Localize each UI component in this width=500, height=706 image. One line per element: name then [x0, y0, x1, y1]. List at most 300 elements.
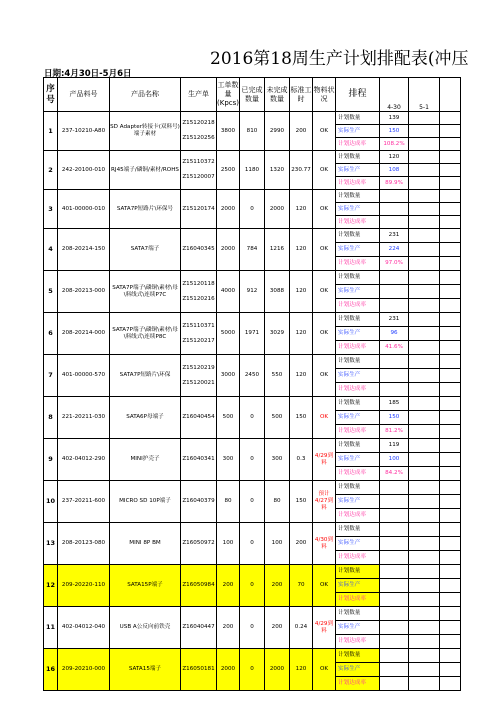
cell-plan-label: 计划数量: [336, 607, 380, 621]
cell-day2: [409, 411, 440, 425]
cell-material: OK: [313, 649, 336, 691]
cell-part-no: 209-20220-110: [58, 565, 110, 607]
date-range: 日期:4月30日-5月6日: [44, 69, 132, 79]
cell-order: [181, 355, 217, 397]
cell-order-qty: 2000: [217, 649, 240, 691]
cell-std-time: 0.24: [290, 607, 313, 649]
cell-plan-value: [380, 355, 409, 369]
header-name: 产品名称: [110, 78, 181, 112]
cell-remain-qty: 200: [265, 607, 290, 649]
table-row: [44, 481, 461, 495]
cell-day2: [409, 112, 440, 125]
cell-day2: [409, 203, 440, 216]
cell-plan-label: 计划数量: [336, 439, 380, 453]
table-row: [44, 190, 461, 203]
cell-name: RJ45端子/磷铜/素材/ROHS: [110, 151, 181, 190]
cell-name: MINI护壳子: [110, 439, 181, 481]
cell-done-qty: 0: [240, 523, 265, 565]
cell-rate-value: 81.2%: [380, 425, 409, 439]
cell-day3: [440, 216, 461, 229]
cell-name: SATA6P母端子: [110, 397, 181, 439]
cell-plan-value: [380, 481, 409, 495]
cell-order-qty: 5000: [217, 313, 240, 355]
cell-actual-value: 100: [380, 453, 409, 467]
cell-rate-label: 计划达成率: [336, 138, 380, 151]
page-title: 2016第18周生产计划排配表(冲压: [210, 49, 469, 69]
cell-day3: [440, 453, 461, 467]
cell-material: 4/29到料: [313, 607, 336, 649]
cell-day2: [409, 551, 440, 565]
cell-day2: [409, 257, 440, 271]
cell-std-time: 200: [290, 112, 313, 151]
cell-material: OK: [313, 397, 336, 439]
cell-part-no: 242-20100-010: [58, 151, 110, 190]
cell-day3: [440, 164, 461, 177]
cell-actual-label: 实际生产: [336, 495, 380, 509]
cell-part-no: 208-20214-000: [58, 313, 110, 355]
cell-day3: [440, 383, 461, 397]
cell-rate-value: [380, 299, 409, 313]
header-remain-qty: 未完成数量: [265, 78, 290, 112]
cell-day2: [409, 495, 440, 509]
cell-day2: [409, 397, 440, 411]
cell-std-time: 150: [290, 397, 313, 439]
cell-std-time: 230.77: [290, 151, 313, 190]
cell-actual-value: 224: [380, 243, 409, 257]
cell-day2: [409, 229, 440, 243]
cell-seq: 8: [44, 397, 58, 439]
cell-day2: [409, 649, 440, 663]
cell-part-no: 402-04012-040: [58, 607, 110, 649]
cell-rate-label: 计划达成率: [336, 177, 380, 190]
cell-seq: 9: [44, 439, 58, 481]
order-number: Z15110371: [182, 322, 215, 329]
cell-day2: [409, 537, 440, 551]
cell-day2: [409, 190, 440, 203]
cell-day3: [440, 313, 461, 327]
table-row: [44, 112, 461, 125]
cell-rate-label: 计划达成率: [336, 593, 380, 607]
cell-name: MINI 8P BM: [110, 523, 181, 565]
cell-name: SATA7P端子\磷铜\素材\母\料线式\连续P8C: [110, 313, 181, 355]
cell-plan-value: 185: [380, 397, 409, 411]
cell-day3: [440, 299, 461, 313]
cell-day3: [440, 203, 461, 216]
header-seq: 序号: [44, 78, 58, 112]
table-row: [44, 151, 461, 164]
cell-plan-label: 计划数量: [336, 151, 380, 164]
cell-remain-qty: 300: [265, 439, 290, 481]
cell-material: 预计4/27到料: [313, 481, 336, 523]
cell-seq: 7: [44, 355, 58, 397]
cell-seq: 10: [44, 481, 58, 523]
cell-part-no: 208-20213-000: [58, 271, 110, 313]
cell-rate-label: 计划达成率: [336, 383, 380, 397]
cell-plan-value: [380, 607, 409, 621]
cell-day3: [440, 327, 461, 341]
cell-done-qty: 0: [240, 190, 265, 229]
cell-plan-label: 计划数量: [336, 397, 380, 411]
cell-remain-qty: 3088: [265, 271, 290, 313]
cell-order-qty: 80: [217, 481, 240, 523]
cell-order: [181, 481, 217, 523]
cell-remain-qty: 2000: [265, 190, 290, 229]
cell-actual-label: 实际生产: [336, 285, 380, 299]
table-row: [44, 523, 461, 537]
order-number: Z16050984: [182, 582, 215, 588]
cell-remain-qty: 1216: [265, 229, 290, 271]
cell-std-time: 120: [290, 229, 313, 271]
cell-name: SATA7P端子\磷铜\素材\母\料线式\连续P7C: [110, 271, 181, 313]
header-day2: 5-1: [409, 78, 440, 112]
cell-order-qty: 200: [217, 607, 240, 649]
cell-day3: [440, 579, 461, 593]
header-material: 物料状况: [313, 78, 336, 112]
cell-rate-label: 计划达成率: [336, 509, 380, 523]
cell-plan-value: 231: [380, 229, 409, 243]
cell-plan-value: [380, 271, 409, 285]
order-number: Z15120218: [182, 120, 215, 127]
cell-day2: [409, 138, 440, 151]
cell-order: [181, 607, 217, 649]
cell-actual-value: [380, 663, 409, 677]
cell-rate-value: [380, 509, 409, 523]
cell-part-no: 402-04012-290: [58, 439, 110, 481]
cell-actual-label: 实际生产: [336, 369, 380, 383]
cell-day2: [409, 355, 440, 369]
order-number: Z16040341: [182, 456, 215, 462]
cell-order-qty: 3000: [217, 355, 240, 397]
cell-seq: 3: [44, 190, 58, 229]
order-number: Z15120118: [182, 280, 215, 287]
order-number: Z15120256: [182, 135, 215, 141]
cell-std-time: 70: [290, 565, 313, 607]
cell-order: [181, 112, 217, 151]
cell-actual-value: [380, 579, 409, 593]
cell-day2: [409, 216, 440, 229]
cell-rate-value: [380, 677, 409, 691]
cell-material: OK: [313, 271, 336, 313]
table-row: [44, 607, 461, 621]
cell-rate-value: 97.0%: [380, 257, 409, 271]
cell-seq: 5: [44, 271, 58, 313]
header-done-qty: 已完成数量: [240, 78, 265, 112]
cell-day2: [409, 663, 440, 677]
cell-material: 4/29到料: [313, 439, 336, 481]
cell-day3: [440, 151, 461, 164]
cell-day2: [409, 467, 440, 481]
cell-remain-qty: 2000: [265, 649, 290, 691]
cell-day3: [440, 285, 461, 299]
cell-day2: [409, 151, 440, 164]
cell-material: OK: [313, 229, 336, 271]
cell-order-qty: 200: [217, 565, 240, 607]
cell-day2: [409, 383, 440, 397]
cell-seq: 11: [44, 607, 58, 649]
cell-done-qty: 0: [240, 565, 265, 607]
order-number: Z15120174: [182, 205, 215, 212]
cell-order: [181, 565, 217, 607]
header-std-time: 标准工时: [290, 78, 313, 112]
cell-day3: [440, 649, 461, 663]
cell-actual-label: 实际生产: [336, 411, 380, 425]
cell-remain-qty: 80: [265, 481, 290, 523]
cell-actual-label: 实际生产: [336, 327, 380, 341]
cell-day3: [440, 481, 461, 495]
cell-remain-qty: 200: [265, 565, 290, 607]
cell-done-qty: 0: [240, 607, 265, 649]
cell-order: [181, 397, 217, 439]
table-row: [44, 271, 461, 285]
cell-material: OK: [313, 565, 336, 607]
cell-day3: [440, 495, 461, 509]
cell-day3: [440, 397, 461, 411]
cell-order: [181, 151, 217, 190]
cell-day3: [440, 271, 461, 285]
cell-day3: [440, 243, 461, 257]
cell-plan-label: 计划数量: [336, 649, 380, 663]
cell-day2: [409, 439, 440, 453]
cell-done-qty: 0: [240, 439, 265, 481]
cell-done-qty: 912: [240, 271, 265, 313]
cell-day2: [409, 635, 440, 649]
order-number: Z15120007: [182, 174, 215, 180]
cell-remain-qty: 2990: [265, 112, 290, 151]
cell-day3: [440, 551, 461, 565]
cell-plan-value: [380, 649, 409, 663]
cell-part-no: 221-20211-030: [58, 397, 110, 439]
cell-remain-qty: 100: [265, 523, 290, 565]
cell-rate-label: 计划达成率: [336, 467, 380, 481]
cell-std-time: 150: [290, 481, 313, 523]
cell-actual-label: 实际生产: [336, 164, 380, 177]
header-order: 生产单: [181, 78, 217, 112]
order-number: Z16040447: [182, 624, 215, 630]
table-row: [44, 397, 461, 411]
cell-day2: [409, 125, 440, 138]
cell-rate-value: [380, 383, 409, 397]
cell-actual-value: [380, 369, 409, 383]
cell-day3: [440, 439, 461, 453]
cell-day3: [440, 607, 461, 621]
cell-plan-value: [380, 523, 409, 537]
cell-material: OK: [313, 151, 336, 190]
cell-day3: [440, 138, 461, 151]
order-number: Z15120216: [182, 295, 215, 302]
table-row: [44, 649, 461, 663]
cell-std-time: 0.3: [290, 439, 313, 481]
cell-actual-label: 实际生产: [336, 621, 380, 635]
cell-rate-label: 计划达成率: [336, 216, 380, 229]
cell-order-qty: 4000: [217, 271, 240, 313]
cell-day3: [440, 112, 461, 125]
cell-day2: [409, 177, 440, 190]
cell-part-no: 237-10210-A80: [58, 112, 110, 151]
cell-rate-value: 84.2%: [380, 467, 409, 481]
cell-rate-label: 计划达成率: [336, 341, 380, 355]
cell-actual-label: 实际生产: [336, 453, 380, 467]
cell-done-qty: 0: [240, 649, 265, 691]
cell-rate-label: 计划达成率: [336, 299, 380, 313]
cell-day3: [440, 229, 461, 243]
cell-name: SATA15P端子: [110, 565, 181, 607]
cell-order-qty: 2000: [217, 190, 240, 229]
cell-rate-label: 计划达成率: [336, 635, 380, 649]
cell-order: [181, 313, 217, 355]
cell-seq: 12: [44, 565, 58, 607]
cell-material: OK: [313, 313, 336, 355]
cell-part-no: 401-00000-570: [58, 355, 110, 397]
header-day1: 4-30: [380, 78, 409, 112]
cell-std-time: 120: [290, 355, 313, 397]
cell-day2: [409, 271, 440, 285]
table-row: [44, 313, 461, 327]
order-number: Z16040379: [182, 498, 215, 504]
cell-order: [181, 523, 217, 565]
cell-order-qty: 100: [217, 523, 240, 565]
cell-std-time: 200: [290, 523, 313, 565]
cell-part-no: 208-20123-080: [58, 523, 110, 565]
cell-order-qty: 2500: [217, 151, 240, 190]
cell-name: SATA15端子: [110, 649, 181, 691]
cell-plan-label: 计划数量: [336, 271, 380, 285]
cell-day3: [440, 537, 461, 551]
cell-rate-value: 89.9%: [380, 177, 409, 190]
cell-day2: [409, 593, 440, 607]
cell-part-no: 237-20211-600: [58, 481, 110, 523]
cell-order: [181, 271, 217, 313]
cell-day3: [440, 425, 461, 439]
cell-name: SD Adapter转接卡(双料号)端子素材: [110, 112, 181, 151]
order-number: Z15110372: [182, 159, 215, 166]
cell-plan-label: 计划数量: [336, 565, 380, 579]
order-number: Z16040345: [182, 246, 215, 252]
table-row: [44, 229, 461, 243]
cell-day3: [440, 467, 461, 481]
cell-day2: [409, 327, 440, 341]
cell-order: [181, 190, 217, 229]
cell-name: MICRO SD 10P端子: [110, 481, 181, 523]
cell-order-qty: 300: [217, 439, 240, 481]
cell-plan-value: 120: [380, 151, 409, 164]
cell-day3: [440, 523, 461, 537]
cell-day2: [409, 565, 440, 579]
cell-actual-label: 实际生产: [336, 663, 380, 677]
cell-order-qty: 2000: [217, 229, 240, 271]
cell-done-qty: 1971: [240, 313, 265, 355]
table-row: [44, 355, 461, 369]
cell-day3: [440, 369, 461, 383]
cell-day3: [440, 663, 461, 677]
cell-actual-label: 实际生产: [336, 579, 380, 593]
cell-day3: [440, 509, 461, 523]
cell-rate-value: [380, 635, 409, 649]
cell-rate-value: [380, 593, 409, 607]
cell-day2: [409, 164, 440, 177]
cell-plan-label: 计划数量: [336, 523, 380, 537]
cell-actual-label: 实际生产: [336, 537, 380, 551]
cell-day3: [440, 177, 461, 190]
cell-day2: [409, 453, 440, 467]
cell-plan-value: 231: [380, 313, 409, 327]
cell-actual-value: [380, 621, 409, 635]
cell-seq: 6: [44, 313, 58, 355]
cell-remain-qty: 550: [265, 355, 290, 397]
cell-remain-qty: 500: [265, 397, 290, 439]
cell-day2: [409, 579, 440, 593]
cell-std-time: 120: [290, 190, 313, 229]
cell-day2: [409, 299, 440, 313]
cell-rate-value: 41.6%: [380, 341, 409, 355]
cell-rate-label: 计划达成率: [336, 551, 380, 565]
cell-remain-qty: 1320: [265, 151, 290, 190]
schedule-table: [43, 77, 461, 691]
cell-remain-qty: 3029: [265, 313, 290, 355]
cell-done-qty: 0: [240, 481, 265, 523]
order-number: Z15120217: [182, 337, 215, 344]
cell-day3: [440, 635, 461, 649]
order-number: Z15120219: [182, 364, 215, 371]
cell-day2: [409, 523, 440, 537]
cell-plan-label: 计划数量: [336, 313, 380, 327]
cell-seq: 1: [44, 112, 58, 151]
cell-name: SATA7端子: [110, 229, 181, 271]
cell-day3: [440, 593, 461, 607]
cell-plan-value: [380, 190, 409, 203]
cell-order-qty: 3800: [217, 112, 240, 151]
cell-actual-value: [380, 495, 409, 509]
cell-order: [181, 439, 217, 481]
cell-part-no: 401-00000-010: [58, 190, 110, 229]
cell-material: OK: [313, 355, 336, 397]
cell-day3: [440, 341, 461, 355]
cell-day2: [409, 285, 440, 299]
cell-seq: 13: [44, 523, 58, 565]
cell-day2: [409, 481, 440, 495]
cell-day3: [440, 411, 461, 425]
cell-done-qty: 784: [240, 229, 265, 271]
cell-part-no: 208-20214-150: [58, 229, 110, 271]
cell-actual-value: [380, 537, 409, 551]
cell-actual-value: 150: [380, 411, 409, 425]
cell-plan-label: 计划数量: [336, 229, 380, 243]
cell-done-qty: 1180: [240, 151, 265, 190]
cell-done-qty: 810: [240, 112, 265, 151]
cell-day3: [440, 565, 461, 579]
cell-actual-value: 108: [380, 164, 409, 177]
cell-actual-label: 实际生产: [336, 203, 380, 216]
cell-name: SATA7P短路片\环保: [110, 355, 181, 397]
cell-day2: [409, 313, 440, 327]
cell-actual-value: [380, 203, 409, 216]
cell-name: USB A公反向前铁壳: [110, 607, 181, 649]
cell-order: [181, 229, 217, 271]
order-number: Z16050181: [182, 666, 215, 672]
cell-plan-value: 119: [380, 439, 409, 453]
cell-day2: [409, 243, 440, 257]
cell-done-qty: 0: [240, 397, 265, 439]
order-number: Z15120021: [182, 379, 215, 386]
header-part-no: 产品料号: [58, 78, 110, 112]
cell-day2: [409, 369, 440, 383]
cell-day3: [440, 125, 461, 138]
table-row: [44, 565, 461, 579]
order-number: Z16040454: [182, 414, 215, 420]
cell-plan-label: 计划数量: [336, 355, 380, 369]
cell-day3: [440, 190, 461, 203]
cell-plan-value: [380, 565, 409, 579]
cell-done-qty: 2450: [240, 355, 265, 397]
